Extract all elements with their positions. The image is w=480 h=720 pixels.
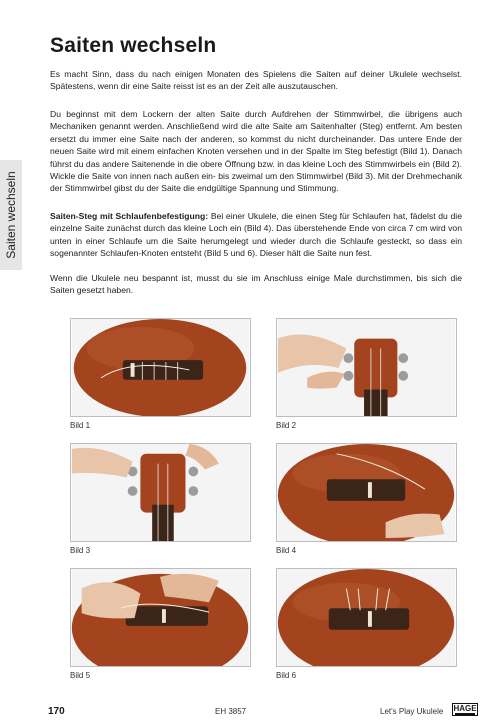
paragraph-loop-bridge [50, 210, 462, 260]
side-tab [0, 160, 22, 270]
caption-bild-4: Bild 4 [276, 546, 297, 555]
caption-bild-1: Bild 1 [70, 421, 91, 430]
page-number: 170 [48, 706, 65, 717]
caption-bild-5: Bild 5 [70, 671, 91, 680]
paragraph-loop-bridge-heading: Saiten-Steg mit Schlaufenbefestigung: [50, 211, 209, 221]
book-title: Let's Play Ukulele [380, 707, 444, 716]
photo-6-finished-knot [276, 568, 457, 667]
photo-3-winding [70, 443, 251, 542]
side-tab-label: Saiten wechseln [4, 171, 18, 259]
publisher-logo [452, 703, 478, 716]
edition-code: EH 3857 [215, 707, 247, 716]
paragraph-tuning: Wenn die Ukulele neu bespannt ist, musst du sie im Anschluss einige Male durchstimmen, bis sich die Saiten gesetzt haben. [50, 273, 462, 296]
paragraph-intro: Es macht Sinn, dass du nach einigen Monaten des Spielens die Saiten auf deiner Ukulele wechselst. Spätestens, wenn dir eine Saite reisst ist es an der Zeit alle auszutauschen. [50, 69, 462, 92]
publisher-logo-text: HAGE [453, 704, 477, 713]
photo-2-headstock [276, 318, 457, 417]
caption-bild-3: Bild 3 [70, 546, 91, 555]
paragraph-instructions: Du beginnst mit dem Lockern der alten Saite durch Aufdrehen der Stimmwirbel, die übrigens auch Mechaniken genannt werden. Anschließend wird die alte Saite am Saitenhalter (Steg) entfernt. Am besten ersetzt du immer eine Saite nach der anderen, so kommst du nicht durcheinander. Das untere Ende der neuen Saite wird mit einem einfachen Knoten versehen und in der Spalte im Steg befestigt (Bild 1). Danach führst du das andere Saitenende in die obere Öffnung bzw. in das kleine Loch des Stimmwirbels ein (Bild 2). Wickle die Saite von innen nach außen ein- bis zweimal um den Stimmwirbel (Bild 3). Mit der Drehmechanik der Stimmwirbel gibst du der Saite die endgültige Spannung und Stimmung. [50, 109, 462, 194]
photo-4-threading [276, 443, 457, 542]
caption-bild-2: Bild 2 [276, 421, 297, 430]
photo-1-bridge [70, 318, 251, 417]
photo-5-loop-knot [70, 568, 251, 667]
caption-bild-6: Bild 6 [276, 671, 297, 680]
paragraph-loop-bridge-text: Bei einer Ukulele, die einen Steg für Schlaufen hat, fädelst du die einzelne Saite zunächst durch das kleine Loch ein (Bild 4). Das überstehende Ende von circa 7 cm wird von unten in einer Schlaufe um die Saite herumgelegt und wieder durch die Schlaufe gesteckt, so dass ein sogenannter Schlaufen-Knoten entsteht (Bild 5 und 6). Dieser hält die Saite nun fest. [50, 211, 462, 259]
page-title: Saiten wechseln [50, 34, 217, 57]
